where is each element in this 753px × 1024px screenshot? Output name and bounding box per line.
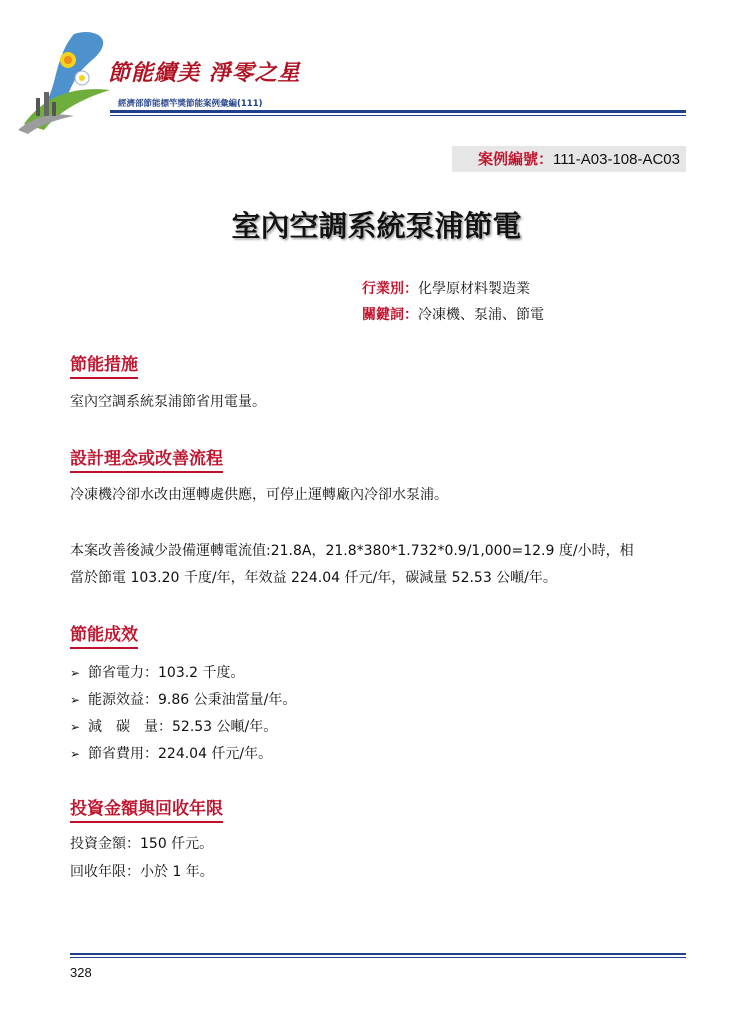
industry-label: 行業別： xyxy=(362,281,418,297)
keywords-label: 關鍵詞： xyxy=(362,307,418,323)
arrow-bullet-icon: ➢ xyxy=(70,693,81,707)
header-divider-thin xyxy=(110,115,686,116)
industry-line xyxy=(362,278,530,298)
footer-divider-thin xyxy=(70,957,686,958)
result-item: ➢ 節省費用：224.04 仟元/年。 xyxy=(70,746,273,762)
case-number-value: 111-A03-108-AC03 xyxy=(552,151,680,168)
section-heading-measures: 節能措施 xyxy=(70,350,138,379)
investment-amount: 投資金額：150 仟元。 xyxy=(70,836,214,852)
brand-subtitle: 經濟部節能標竿獎節能案例彙編(111) xyxy=(118,99,263,109)
payback-period: 回收年限：小於 1 年。 xyxy=(70,864,214,880)
result-item: ➢ 節省電力：103.2 千度。 xyxy=(70,665,245,681)
measures-text: 室內空調系統泵浦節省用電量。 xyxy=(70,394,266,410)
arrow-bullet-icon: ➢ xyxy=(70,720,81,734)
page-number: 328 xyxy=(70,965,92,980)
header-divider xyxy=(110,110,686,113)
section-heading-investment: 投資金額與回收年限 xyxy=(70,794,223,823)
case-number-box xyxy=(452,146,686,172)
brand-title: 節能續美 淨零之星 xyxy=(108,60,301,86)
keywords-value: 冷凍機、泵浦、節電 xyxy=(418,307,544,323)
page-title: 室內空調系統泵浦節電 xyxy=(231,209,522,243)
design-paragraph-2-line-2: 當於節電 103.20 千度/年，年效益 224.04 仟元/年，碳減量 52.53 公噸/年。 xyxy=(70,570,557,586)
design-paragraph-2-line-1: 本案改善後減少設備運轉電流值:21.8A，21.8*380*1.732*0.9/1,000=12.9 度/小時，相 xyxy=(70,543,634,559)
section-heading-design: 設計理念或改善流程 xyxy=(70,444,223,473)
result-item: ➢ 減 碳 量：52.53 公噸/年。 xyxy=(70,719,278,735)
design-paragraph-1: 冷凍機冷卻水改由運轉處供應，可停止運轉廠內冷卻水泵浦。 xyxy=(70,487,448,503)
section-heading-results: 節能成效 xyxy=(70,620,138,649)
keywords-line xyxy=(362,304,544,324)
industry-value: 化學原材料製造業 xyxy=(418,281,530,297)
case-number-label: 案例編號： xyxy=(477,150,553,168)
result-item: ➢ 能源效益：9.86 公秉油當量/年。 xyxy=(70,692,297,708)
footer-divider xyxy=(70,953,686,955)
arrow-bullet-icon: ➢ xyxy=(70,747,81,761)
arrow-bullet-icon: ➢ xyxy=(70,666,81,680)
